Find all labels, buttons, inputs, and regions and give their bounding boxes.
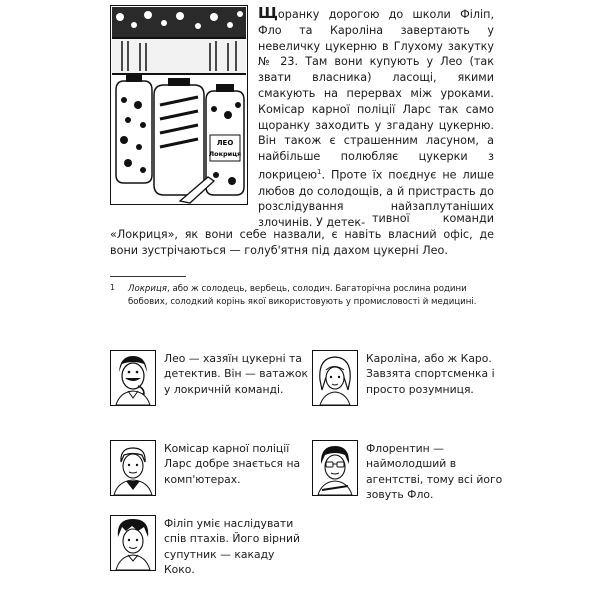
story-text <box>258 6 494 231</box>
footnote <box>110 281 500 310</box>
filip-portrait <box>110 515 156 571</box>
footnote-reference[interactable]: 1 <box>317 167 322 176</box>
footnote-text: , або ж солодець, вербець, солодич. Багаторічна рослина родини <box>166 284 467 294</box>
footnote-text-continuation: бобових, солодкий корінь якої використовують у промисловості й медицині. <box>128 297 477 308</box>
lars-portrait <box>110 440 156 496</box>
story-text-continuation: тивної команди «Локриця», як вони себе назвали, є навіть власний офіс, де вони зустрічаються — голуб'ятня під дахом цукерні Лео. <box>110 212 494 257</box>
jar-label-line1: ЛЕО <box>216 139 234 147</box>
lars-caption: Комісар карної поліції Ларс добре знається на комп'ютерах. <box>164 442 301 486</box>
footnote-term: Локриця <box>128 284 167 294</box>
candy-shop-illustration <box>110 5 248 205</box>
story-text-start: оранку дорогою до школи Філіп, Фло та Кароліна завертають у невеличку цукерню в Глухому закутку № 23. Там вони купують у Лео (так звати власника) ласощі, якими смакують на перервах між уроками. Комісар карної поліції Ларс так само щоранку заходить у згадану цукерню. Він також є страшенним ласуном, а найбільше полюбляє цукерки з локрицею <box>258 8 494 182</box>
filip-caption: Філіп уміє наслідувати спів птахів. Його вірний супутник — какаду Коко. <box>164 517 301 577</box>
dropcap-letter: Щ <box>258 4 278 22</box>
footnote-divider <box>110 276 186 277</box>
leo-caption: Лео — хазяїн цукерні та детектив. Він — ватажок у локричній команді. <box>164 352 308 396</box>
jar-label-line2: Локриця <box>208 150 242 158</box>
karolina-caption: Кароліна, або ж Каро. Завзята спортсменка і просто розумниця. <box>366 352 495 396</box>
florentyn-portrait <box>312 440 358 496</box>
footnote-number: 1 <box>110 283 115 292</box>
florentyn-caption: Флорентин — наймолодший в агентстві, тому всі його зовуть Фло. <box>366 442 503 502</box>
karolina-portrait <box>312 350 358 406</box>
leo-portrait <box>110 350 156 406</box>
story-text-middle: . Проте їх поєднує не лише любов до солодощів, а й пристрасть до розслідування найзаплутаніших злочинів. У детек- <box>258 168 494 230</box>
